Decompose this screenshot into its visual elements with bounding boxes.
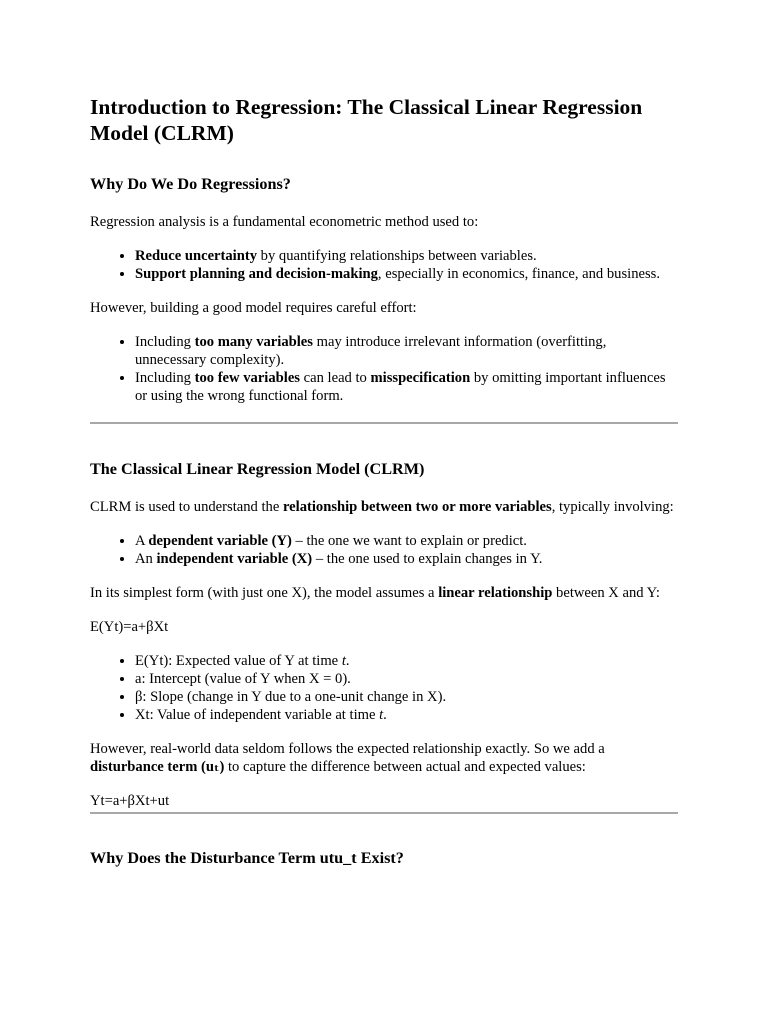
section-heading-why-regressions: Why Do We Do Regressions?	[90, 175, 291, 193]
list-item	[135, 706, 678, 724]
bold-text: relationship between two or more variables	[282, 499, 552, 515]
bold-text: disturbance term (uₜ)	[90, 759, 225, 775]
list-item-text: by quantifying relationships between variables.	[257, 248, 537, 264]
list-item	[135, 670, 678, 688]
bold-text: misspecification	[370, 370, 471, 386]
list-item	[135, 265, 678, 283]
list-item-text: a: Intercept (value of Y when X = 0).	[135, 671, 351, 687]
italic-text: t	[379, 707, 384, 723]
formula-actual-value: Yt=a+βXt+ut	[90, 793, 170, 809]
list-item-text: A	[135, 533, 149, 549]
list-item	[135, 333, 678, 369]
list-item-text: by omitting important influences or using the wrong functional form.	[135, 370, 666, 404]
paragraph-text: In its simplest form (with just one X), the model assumes a	[90, 585, 439, 601]
paragraph-disturbance-term	[90, 740, 678, 776]
paragraph-text: CLRM is used to understand the	[90, 499, 283, 515]
list-formula-definitions	[90, 652, 678, 724]
paragraph-text: , typically involving:	[551, 499, 674, 515]
list-variables	[90, 532, 678, 568]
list-item-text: .	[383, 707, 387, 723]
section-heading-disturbance: Why Does the Disturbance Term utu_t Exist?	[90, 849, 404, 867]
bold-text: dependent variable (Y)	[148, 533, 292, 549]
horizontal-divider	[90, 422, 678, 424]
paragraph-careful-effort: However, building a good model requires careful effort:	[90, 300, 417, 316]
paragraph-simplest-form	[90, 584, 678, 602]
section-heading-clrm: The Classical Linear Regression Model (CLRM)	[90, 460, 425, 478]
document-content	[90, 94, 678, 887]
list-item	[135, 688, 678, 706]
list-item-text: β: Slope (change in Y due to a one-unit change in X).	[135, 689, 447, 705]
paragraph-clrm-intro	[90, 498, 678, 516]
list-item	[135, 247, 678, 265]
list-item-text: , especially in economics, finance, and business.	[377, 266, 660, 282]
list-item	[135, 532, 678, 550]
list-item-text: E(Yt): Expected value of Y at time	[135, 653, 342, 669]
list-item-text: Including	[135, 370, 195, 386]
list-item-text: may introduce irrelevant information (overfitting, unnecessary complexity).	[135, 334, 607, 368]
bold-text: Reduce uncertainty	[135, 248, 258, 264]
bold-text: too many variables	[194, 334, 313, 350]
paragraph-text: However, real-world data seldom follows the expected relationship exactly. So we add a	[90, 741, 605, 757]
italic-text: t	[341, 653, 346, 669]
list-item	[135, 652, 678, 670]
paragraph-regression-intro: Regression analysis is a fundamental econometric method used to:	[90, 214, 479, 230]
list-item-text: An	[135, 551, 157, 567]
bold-text: Support planning and decision-making	[135, 266, 378, 282]
paragraph-text: between X and Y:	[552, 585, 660, 601]
list-item-text: Xt: Value of independent variable at time	[135, 707, 380, 723]
list-item-text: Including	[135, 334, 195, 350]
paragraph-text: to capture the difference between actual and expected values:	[224, 759, 586, 775]
list-item-text: .	[345, 653, 350, 669]
list-model-pitfalls	[90, 333, 678, 405]
formula-expected-value: E(Yt)=a+βXt	[90, 619, 169, 635]
list-item-text: – the one used to explain changes in Y.	[312, 551, 543, 567]
document-title: Introduction to Regression: The Classical Linear Regression Model (CLRM)	[90, 95, 643, 145]
horizontal-divider	[90, 812, 678, 814]
bold-text: too few variables	[194, 370, 300, 386]
list-regression-purposes	[90, 247, 678, 283]
list-item-text: can lead to	[299, 370, 371, 386]
list-item-text: – the one we want to explain or predict.	[291, 533, 527, 549]
list-item	[135, 550, 678, 568]
bold-text: independent variable (X)	[156, 551, 313, 567]
bold-text: linear relationship	[438, 585, 553, 601]
list-item	[135, 369, 678, 405]
